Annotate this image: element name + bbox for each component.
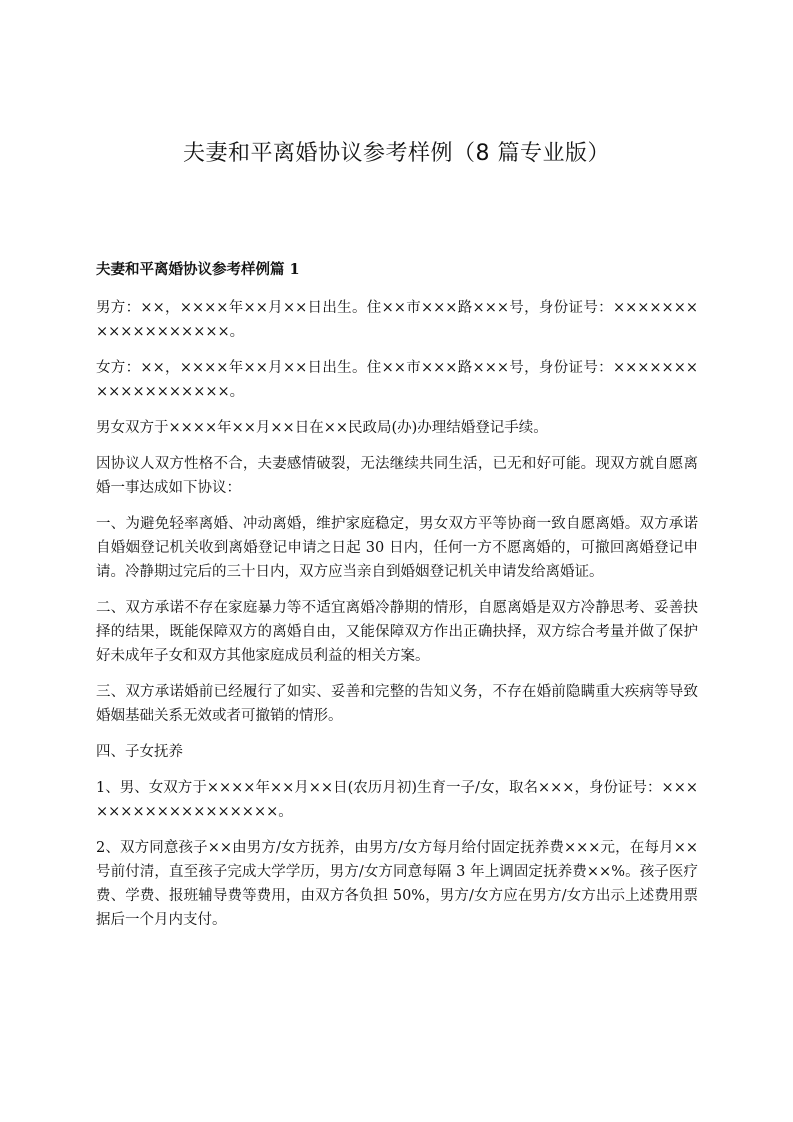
paragraph-male-party: 男方：××，××××年××月××日出生。住××市×××路×××号，身份证号：××××××××××××××××××。 xyxy=(96,300,698,340)
paragraph-clause-4-heading: 四、子女抚养 xyxy=(96,744,183,760)
section-heading: 夫妻和平离婚协议参考样例篇 1 xyxy=(96,261,300,278)
paragraph-child-item-1: 1、男、女双方于××××年××月××日(农历月初)生育一子/女，取名×××，身份证号：××××××××××××××××××。 xyxy=(96,780,698,820)
paragraph-clause-1: 一、为避免轻率离婚、冲动离婚，维护家庭稳定，男女双方平等协商一致自愿离婚。双方承诺自婚姻登记机关收到离婚登记申请之日起 30 日内，任何一方不愿离婚的，可撤回离婚登记申请。冷静期过完后的三十日内，双方应当亲自到婚姻登记机关申请发给离婚证。 xyxy=(96,516,698,580)
paragraph-female-party: 女方：××，××××年××月××日出生。住××市×××路×××号，身份证号：××××××××××××××××××。 xyxy=(96,360,698,400)
paragraph-clause-2: 二、双方承诺不存在家庭暴力等不适宜离婚冷静期的情形，自愿离婚是双方冷静思考、妥善抉择的结果，既能保障双方的离婚自由，又能保障双方作出正确抉择，双方综合考量并做了保护好未成年子女和双方其他家庭成员利益的相关方案。 xyxy=(96,600,698,664)
document-body xyxy=(96,258,698,944)
paragraph-child-item-2: 2、双方同意孩子××由男方/女方抚养，由男方/女方每月给付固定抚养费×××元，在每月××号前付清，直至孩子完成大学学历，男方/女方同意每隔 3 年上调固定抚养费××%。孩子医疗费、学费、报班辅导费等费用，由双方各负担 50%，男方/女方应在男方/女方出示上述费用票据后一个月内支付。 xyxy=(96,840,698,928)
paragraph-marriage-registration: 男女双方于××××年××月××日在××民政局(办)办理结婚登记手续。 xyxy=(96,420,548,436)
paragraph-clause-3: 三、双方承诺婚前已经履行了如实、妥善和完整的告知义务，不存在婚前隐瞒重大疾病等导致婚姻基础关系无效或者可撤销的情形。 xyxy=(96,684,698,724)
document-title: 夫妻和平离婚协议参考样例（8 篇专业版） xyxy=(183,141,610,166)
paragraph-reason: 因协议人双方性格不合，夫妻感情破裂，无法继续共同生活，已无和好可能。现双方就自愿离婚一事达成如下协议： xyxy=(96,456,698,496)
